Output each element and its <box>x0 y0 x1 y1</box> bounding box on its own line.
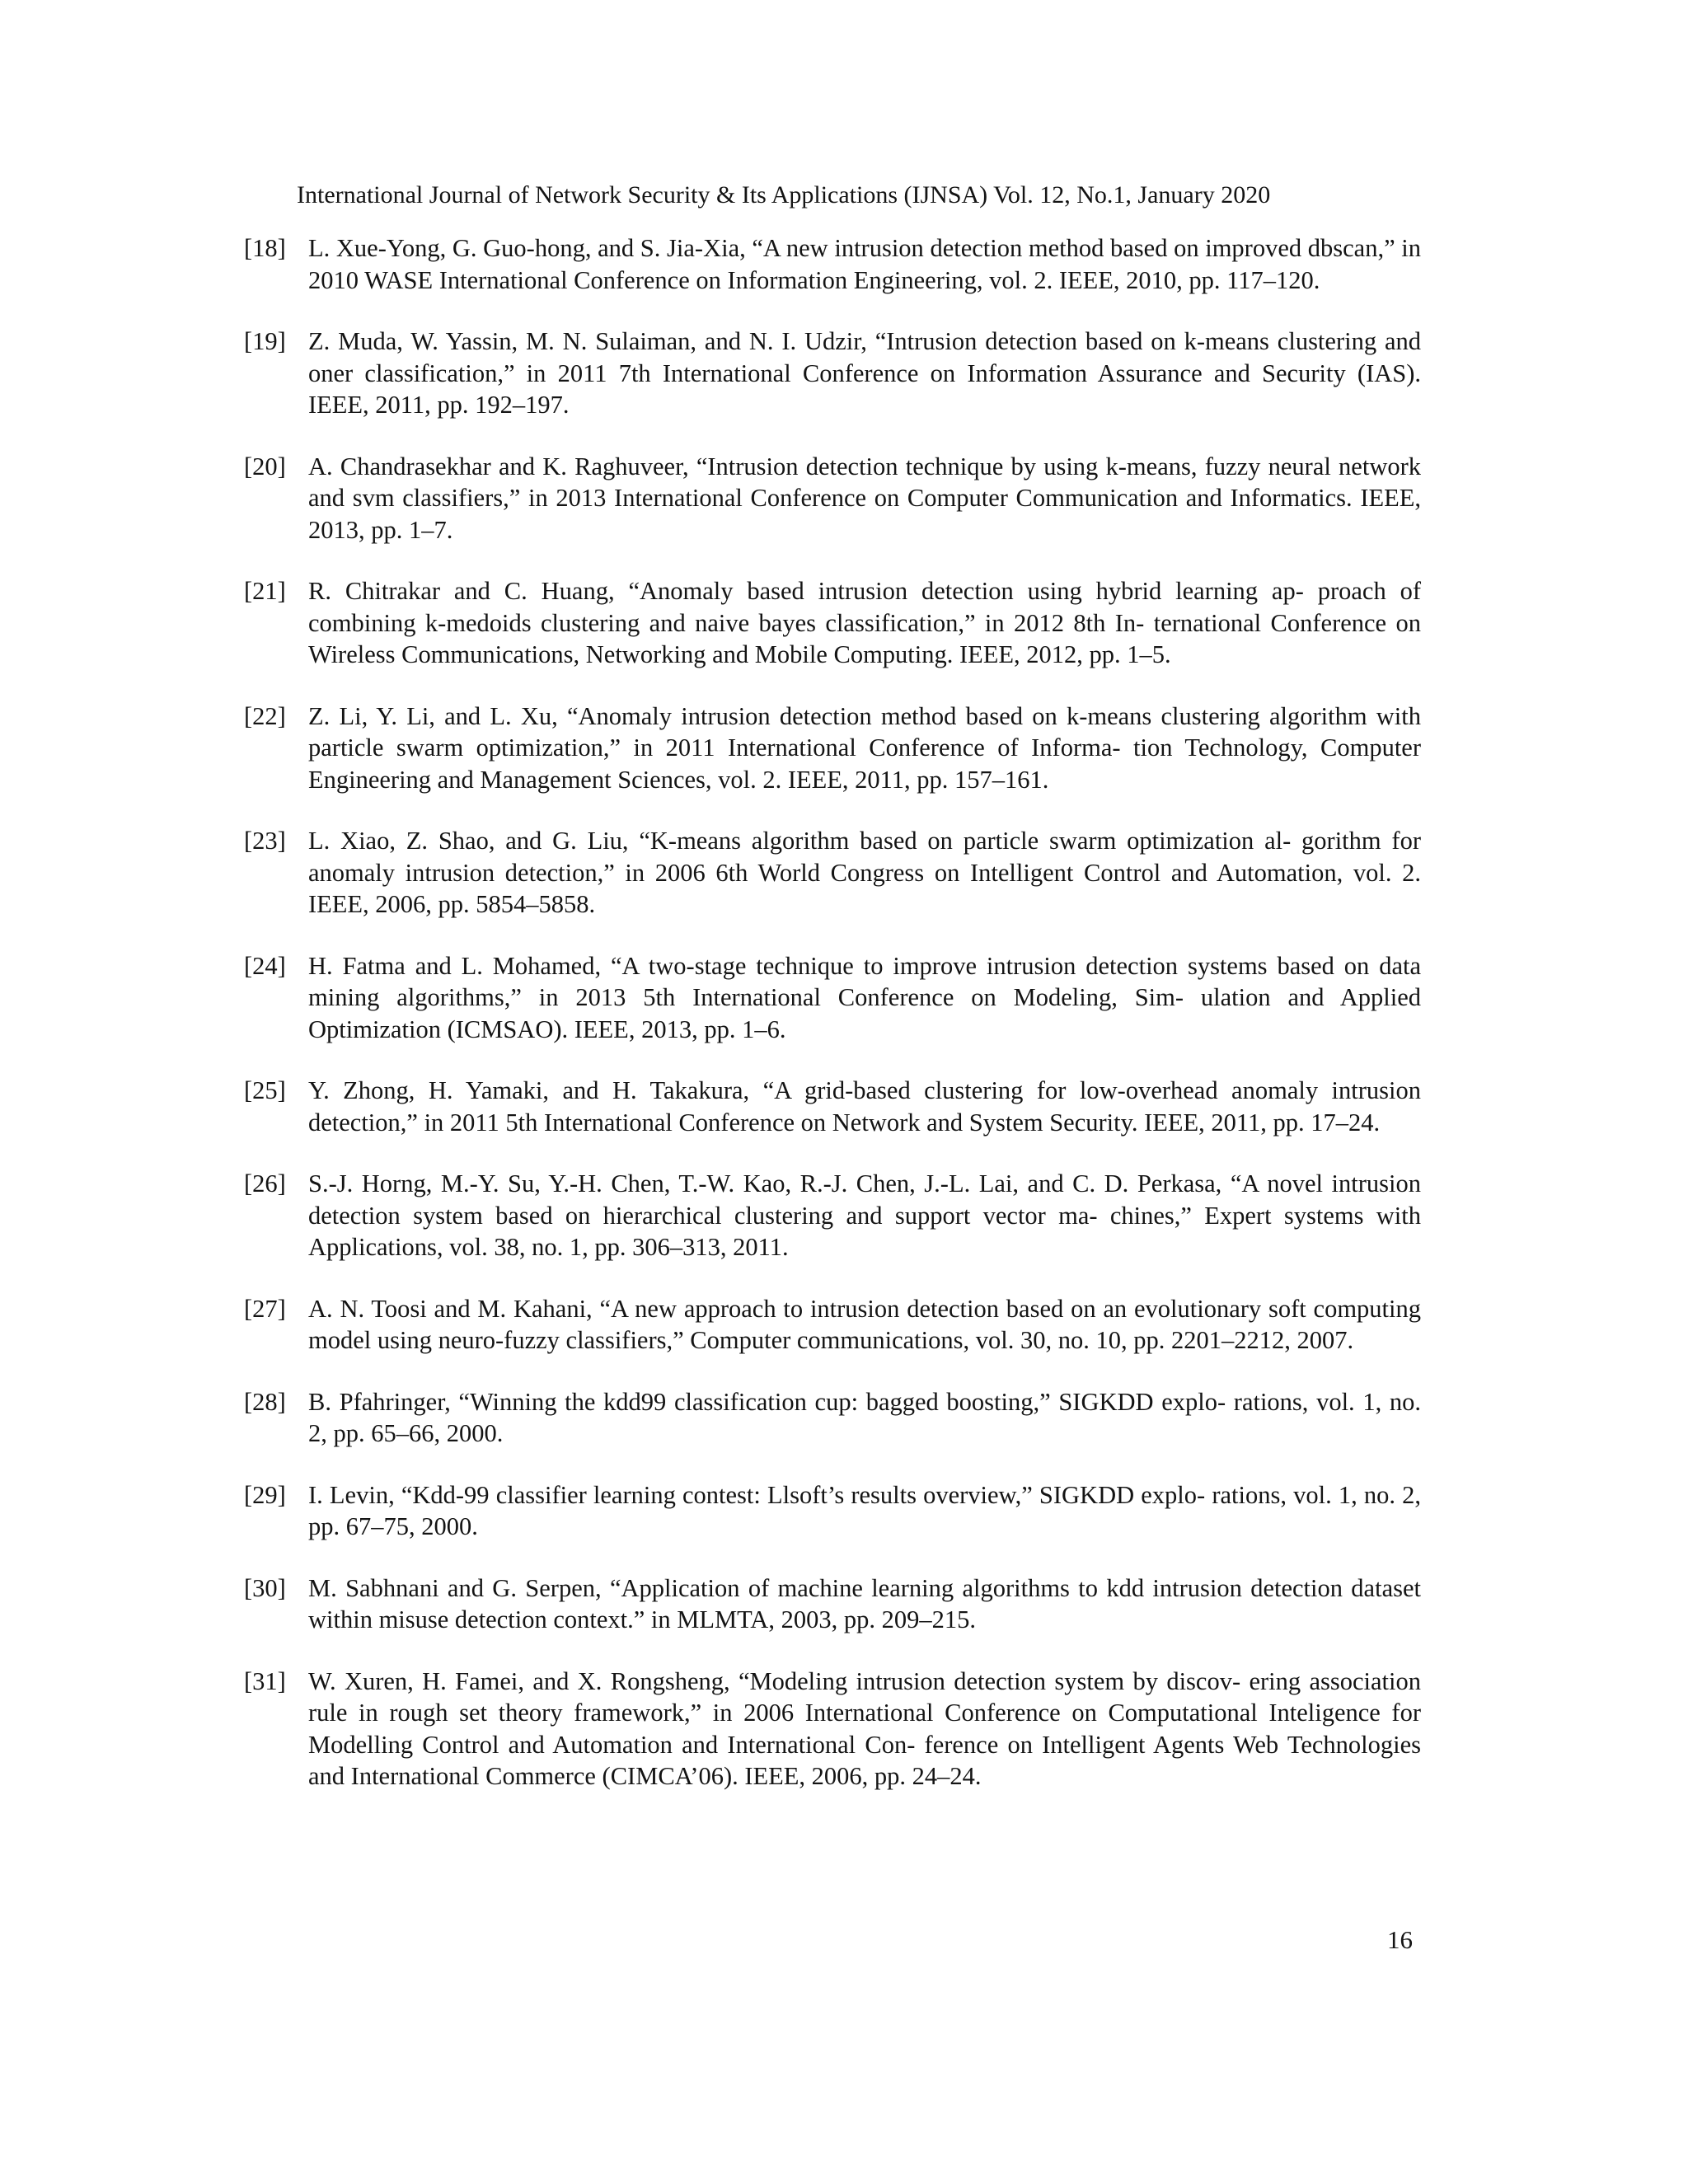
reference-number: [27] <box>244 1294 286 1323</box>
reference-item <box>244 1293 1421 1357</box>
reference-number: [22] <box>244 701 286 730</box>
reference-text: S.-J. Horng, M.-Y. Su, Y.-H. Chen, T.-W. Kao, R.-J. Chen, J.-L. Lai, and C. D. Perkasa, “A novel intrusion detection system based on hierarchical clustering and support vector ma- chines,” Expert systems with Applications, vol. 38, no. 1, pp. 306–313, 2011. <box>308 1169 1421 1261</box>
reference-text: B. Pfahringer, “Winning the kdd99 classification cup: bagged boosting,” SIGKDD explo- rations, vol. 1, no. 2, pp. 65–66, 2000. <box>308 1387 1421 1447</box>
reference-text: M. Sabhnani and G. Serpen, “Application of machine learning algorithms to kdd intrusion detection dataset within misuse detection context.” in MLMTA, 2003, pp. 209–215. <box>308 1573 1421 1633</box>
reference-text: I. Levin, “Kdd-99 classifier learning contest: Llsoft’s results overview,” SIGKDD explo- rations, vol. 1, no. 2, pp. 67–75, 2000. <box>308 1480 1421 1540</box>
reference-item <box>244 1075 1421 1138</box>
reference-item <box>244 1666 1421 1793</box>
reference-text: A. N. Toosi and M. Kahani, “A new approach to intrusion detection based on an evolutionary soft computing model using neuro-fuzzy classifiers,” Computer communications, vol. 30, no. 10, pp. 2201–2212, 2007. <box>308 1294 1421 1354</box>
reference-number: [20] <box>244 452 286 480</box>
reference-number: [31] <box>244 1666 286 1695</box>
page-number: 16 <box>1387 1925 1413 1954</box>
reference-item <box>244 825 1421 921</box>
reference-item <box>244 950 1421 1046</box>
reference-item <box>244 326 1421 421</box>
reference-text: A. Chandrasekhar and K. Raghuveer, “Intrusion detection technique by using k-means, fuzzy neural network and svm classifiers,” in 2013 International Conference on Computer Communication and Informatics. IEEE, 2013, pp. 1–7. <box>308 452 1421 544</box>
reference-item <box>244 451 1421 546</box>
reference-text: L. Xiao, Z. Shao, and G. Liu, “K-means algorithm based on particle swarm optimization al- gorithm for anomaly intrusion detection,” in 2006 6th World Congress on Intelligent Control and Automation, vol. 2. IEEE, 2006, pp. 5854–5858. <box>308 827 1421 918</box>
reference-number: [26] <box>244 1169 286 1197</box>
reference-list <box>244 232 1421 1822</box>
reference-text: Z. Li, Y. Li, and L. Xu, “Anomaly intrusion detection method based on k-means clustering algorithm with particle swarm optimization,” in 2011 International Conference of Informa- tion Technology, Computer Engineering and Management Sciences, vol. 2. IEEE, 2011, pp. 157–161. <box>308 701 1421 794</box>
reference-text: Z. Muda, W. Yassin, M. N. Sulaiman, and N. I. Udzir, “Intrusion detection based on k-means clustering and oner classification,” in 2011 7th International Conference on Information Assurance and Security (IAS). IEEE, 2011, pp. 192–197. <box>308 327 1421 419</box>
reference-text: W. Xuren, H. Famei, and X. Rongsheng, “Modeling intrusion detection system by discov- ering association rule in rough set theory framework,” in 2006 International Conference on Computational Inteligence for Modelling Control and Automation and International Con- ference on Intelligent Agents Web Technologies and International Commerce (CIMCA’06). IEEE, 2006, pp. 24–24. <box>308 1666 1421 1790</box>
reference-text: L. Xue-Yong, G. Guo-hong, and S. Jia-Xia, “A new intrusion detection method based on improved dbscan,” in 2010 WASE International Conference on Information Engineering, vol. 2. IEEE, 2010, pp. 117–120. <box>308 234 1421 294</box>
reference-number: [29] <box>244 1480 286 1509</box>
reference-item <box>244 1386 1421 1450</box>
running-header: International Journal of Network Security & Its Applications (IJNSA) Vol. 12, No.1, January 2020 <box>297 181 1271 209</box>
reference-item <box>244 575 1421 671</box>
reference-number: [25] <box>244 1076 286 1104</box>
reference-number: [24] <box>244 951 286 980</box>
reference-item <box>244 701 1421 796</box>
reference-number: [18] <box>244 234 286 262</box>
reference-number: [19] <box>244 327 286 355</box>
reference-text: R. Chitrakar and C. Huang, “Anomaly based intrusion detection using hybrid learning ap- proach of combining k-medoids clustering and naive bayes classification,” in 2012 8th In- ternational Conference on Wireless Communications, Networking and Mobile Computing. IEEE, 2012, pp. 1–5. <box>308 577 1421 668</box>
reference-number: [30] <box>244 1573 286 1602</box>
reference-text: H. Fatma and L. Mohamed, “A two-stage technique to improve intrusion detection systems based on data mining algorithms,” in 2013 5th International Conference on Modeling, Sim- ulation and Applied Optimization (ICMSAO). IEEE, 2013, pp. 1–6. <box>308 951 1421 1043</box>
reference-item <box>244 1479 1421 1543</box>
reference-item <box>244 1572 1421 1636</box>
reference-text: Y. Zhong, H. Yamaki, and H. Takakura, “A grid-based clustering for low-overhead anomaly intrusion detection,” in 2011 5th International Conference on Network and System Security. IEEE, 2011, pp. 17–24. <box>308 1076 1421 1137</box>
reference-item <box>244 232 1421 296</box>
reference-number: [28] <box>244 1387 286 1416</box>
reference-number: [23] <box>244 827 286 855</box>
reference-number: [21] <box>244 577 286 605</box>
reference-item <box>244 1168 1421 1263</box>
